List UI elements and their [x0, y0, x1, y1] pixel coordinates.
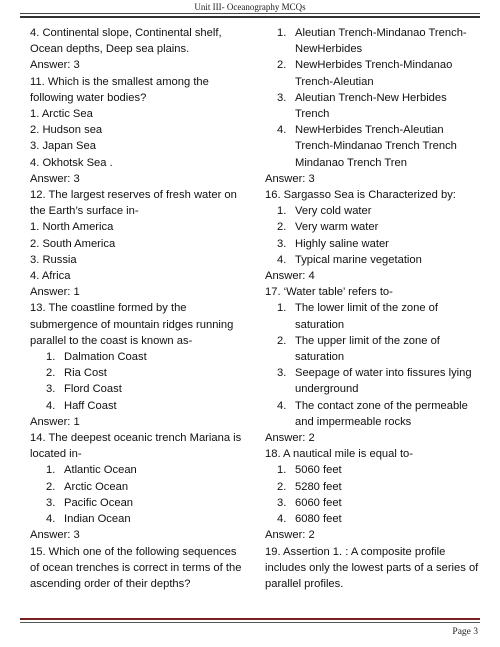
question-text: 16. Sargasso Sea is Characterized by:: [265, 189, 456, 202]
question-text: 19. Assertion 1. : A composite profile: [265, 545, 446, 558]
answer-text: Answer: 1: [30, 415, 80, 428]
option-number: 4.: [277, 399, 287, 412]
option-text: Aleutian Trench-Mindanao Trench-: [295, 27, 467, 39]
question-text: parallel to the coast is known as-: [30, 334, 193, 347]
option-text: 4. Africa: [30, 270, 71, 283]
option-text: 5060 feet: [295, 464, 342, 477]
option-text: The lower limit of the zone of: [295, 302, 439, 315]
option-item: [265, 300, 480, 316]
option-text-continued: and impermeable rocks: [295, 415, 412, 428]
question-text: includes only the lowest parts of a series of: [265, 561, 479, 574]
option-number: 2.: [277, 480, 287, 493]
question-text: Ocean depths, Deep sea plains.: [30, 43, 190, 56]
option-number: 1.: [46, 351, 56, 364]
option-text-continued: Trench-Aleutian: [295, 75, 374, 88]
question-text: 17. ‘Water table’ refers to-: [265, 286, 393, 299]
right-column: [265, 25, 480, 592]
answer-text: Answer: 3: [30, 529, 80, 542]
option-item: [265, 462, 480, 478]
option-text: Pacific Ocean: [64, 496, 134, 509]
option-number: 4.: [277, 124, 287, 137]
option-number: 3.: [277, 91, 287, 104]
option-text-continued: Trench-Mindanao Trench Trench: [295, 140, 457, 153]
option-number: 3.: [277, 367, 287, 380]
option-item: [30, 495, 250, 511]
answer-text: Answer: 2: [265, 529, 315, 542]
answer-text: Answer: 3: [30, 172, 80, 185]
option-text: 1. Arctic Sea: [30, 108, 93, 121]
option-item: [30, 365, 250, 381]
question-text: 18. A nautical mile is equal to-: [265, 448, 414, 461]
option-item: [265, 122, 480, 138]
question-text: ascending order of their depths?: [30, 577, 191, 590]
option-number: 4.: [46, 513, 56, 526]
option-number: 1.: [277, 27, 287, 39]
question-text: 13. The coastline formed by the: [30, 302, 187, 315]
question-text: 11. Which is the smallest among the: [30, 75, 209, 88]
option-item: [30, 511, 250, 527]
option-text: Typical marine vegetation: [295, 253, 422, 266]
option-text-continued: underground: [295, 383, 359, 396]
option-number: 2.: [277, 334, 287, 347]
question-text: 15. Which one of the following sequences: [30, 545, 237, 558]
option-text: 6060 feet: [295, 496, 342, 509]
question-text: the Earth’s surface in-: [30, 205, 139, 218]
option-text-continued: saturation: [295, 318, 345, 331]
option-text: Dalmation Coast: [64, 351, 147, 364]
option-number: 2.: [46, 480, 56, 493]
option-item: [30, 381, 250, 397]
option-number: 4.: [277, 513, 287, 526]
option-text: Haff Coast: [64, 399, 117, 412]
option-item: [30, 462, 250, 478]
option-number: 1.: [277, 302, 287, 315]
option-text: 2. Hudson sea: [30, 124, 103, 137]
option-number: 3.: [277, 237, 287, 250]
option-text: 6080 feet: [295, 513, 342, 526]
option-text: 5280 feet: [295, 480, 342, 493]
footer-rule: [20, 622, 480, 623]
option-text: The upper limit of the zone of: [295, 334, 440, 347]
option-text: Arctic Ocean: [64, 480, 129, 493]
answer-text: Answer: 1: [30, 286, 80, 299]
option-text: NewHerbides Trench-Mindanao: [295, 59, 453, 72]
option-text: 3. Russia: [30, 253, 77, 266]
option-number: 4.: [46, 399, 56, 412]
option-item: [265, 90, 480, 106]
answer-text: Answer: 4: [265, 270, 315, 283]
option-number: 2.: [277, 221, 287, 234]
question-text: 12. The largest reserves of fresh water on: [30, 189, 237, 202]
option-text: Very warm water: [295, 221, 379, 234]
option-text: Flord Coast: [64, 383, 122, 396]
option-text: Highly saline water: [295, 237, 389, 250]
option-item: [265, 333, 480, 349]
option-text-continued: Mindanao Trench Tren: [295, 156, 407, 169]
question-text: parallel profiles.: [265, 577, 344, 590]
option-item: [265, 365, 480, 381]
option-text: Indian Ocean: [64, 513, 131, 526]
option-item: [30, 398, 250, 414]
option-text: 1. North America: [30, 221, 114, 234]
option-text: Seepage of water into fissures lying: [295, 367, 472, 380]
option-number: 2.: [46, 367, 56, 380]
question-text: 4. Continental slope, Continental shelf,: [30, 27, 222, 39]
option-text: NewHerbides Trench-Aleutian: [295, 124, 444, 137]
left-column: [30, 25, 250, 592]
option-text: 3. Japan Sea: [30, 140, 96, 153]
question-text: submergence of mountain ridges running: [30, 318, 234, 331]
option-item: [265, 25, 480, 41]
option-item: [30, 479, 250, 495]
option-number: 4.: [277, 253, 287, 266]
question-text: of ocean trenches is correct in terms of the: [30, 561, 242, 574]
option-number: 3.: [277, 496, 287, 509]
option-text: Ria Cost: [64, 367, 107, 380]
option-number: 3.: [46, 383, 56, 396]
question-text: 14. The deepest oceanic trench Mariana is: [30, 432, 242, 445]
option-item: [265, 495, 480, 511]
header-rule-thick: [20, 16, 480, 18]
option-item: [265, 203, 480, 219]
option-text: The contact zone of the permeable: [295, 399, 468, 412]
option-text: Very cold water: [295, 205, 372, 218]
option-text-continued: saturation: [295, 351, 345, 364]
option-text-continued: NewHerbides: [295, 43, 363, 56]
option-item: [265, 479, 480, 495]
answer-text: Answer: 3: [265, 172, 315, 185]
option-text: 4. Okhotsk Sea .: [30, 156, 113, 169]
option-item: [265, 398, 480, 414]
option-number: 3.: [46, 496, 56, 509]
option-text: 2. South America: [30, 237, 116, 250]
answer-text: Answer: 2: [265, 432, 315, 445]
question-text: following water bodies?: [30, 91, 147, 104]
footer-rule-thick: [20, 618, 480, 620]
option-item: [265, 57, 480, 73]
option-text: Aleutian Trench-New Herbides: [295, 91, 447, 104]
question-text: located in-: [30, 448, 82, 461]
option-item: [265, 252, 480, 268]
option-number: 1.: [277, 464, 287, 477]
option-item: [265, 236, 480, 252]
option-item: [265, 511, 480, 527]
option-item: [30, 349, 250, 365]
option-number: 2.: [277, 59, 287, 72]
option-item: [265, 219, 480, 235]
page-number: Page 3: [452, 627, 478, 637]
option-text: Atlantic Ocean: [64, 464, 137, 477]
answer-text: Answer: 3: [30, 59, 80, 72]
option-text-continued: Trench: [295, 108, 330, 121]
header-rule: [20, 13, 480, 14]
page-header-title: Unit III- Oceanography MCQs: [194, 2, 306, 12]
option-number: 1.: [277, 205, 287, 218]
option-number: 1.: [46, 464, 56, 477]
